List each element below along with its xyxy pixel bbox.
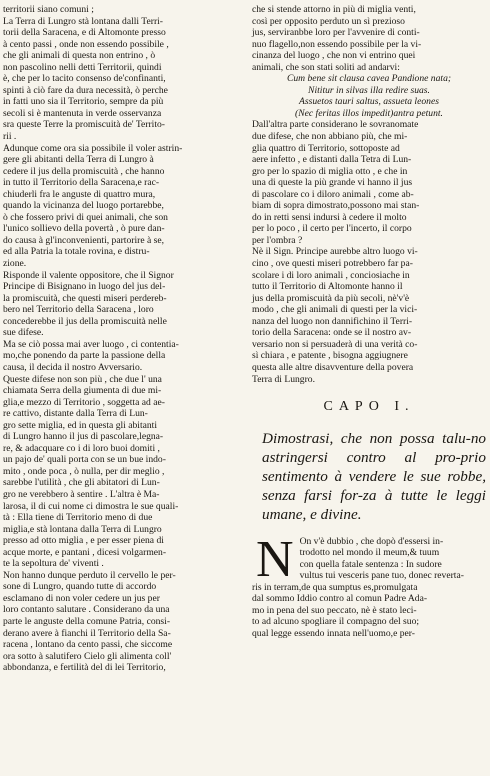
text-line: Ma se ciò possa mai aver luogo , ci contentia- — [3, 338, 179, 350]
text-line: non pascolino nelli detti Territorii, quindi — [3, 61, 162, 73]
text-line: sarebbe l'utilità , che gli abitatori di Lun- — [3, 477, 160, 489]
text-line: presso ad otto miglia , e per esser piena di — [3, 535, 164, 547]
text-line: dal sommo Iddio contro al comun Padre Ada- — [252, 593, 428, 605]
text-line: jus, serviranbbe loro per l'avvenire di conti- — [252, 27, 420, 39]
chapter-opening — [252, 530, 486, 640]
text-line: ed alla Patria la totale rovina, e distru- — [3, 246, 150, 258]
text-line: ora sotto à salutifero Cielo gli alimenta coll' — [3, 650, 172, 662]
text-line: di pascolare co i diloro animali , come ab- — [252, 188, 414, 200]
text-line: un pajo de' quali porta con se un bue indo- — [3, 454, 166, 466]
right-column-top-text — [252, 4, 486, 73]
text-line: spinti à ciò fare da dura necessità, ò perche — [3, 84, 168, 96]
text-line: parte le anguste della comune Patria, consi- — [3, 615, 171, 627]
text-line: torii della Saracena, e di Altomonte presso — [3, 27, 166, 39]
text-line: di Lungro hanno il jus di pascolare,legna- — [3, 431, 164, 443]
text-line: in tutto il Territorio della Saracena,e rac- — [3, 177, 160, 189]
text-line: per lo poco , il certo per l'incerto, il corpo — [252, 223, 412, 235]
text-line: animali, che son stati soliti ad andarvi: — [252, 61, 400, 73]
chapter-summary: Dimostrasi, che non possa talu-no astringersi contro al pro-prio sentimento à vendere le sue robbe, senza farsi for-za à tutte le leggi umane, e divine. — [262, 429, 486, 523]
left-column — [3, 4, 235, 776]
text-line: versario non si persuaderà di una verità co- — [252, 338, 418, 350]
text-line: glia,e mezzo di Territorio , soggetta ad ae- — [3, 396, 165, 408]
verse-line: Nititur in silvas illa redire suas. — [308, 84, 430, 96]
text-line: modo , che gli animali di questi per la vici- — [252, 304, 418, 316]
right-column — [252, 4, 486, 776]
text-line: una di queste la più grande vi hanno il jus — [252, 177, 413, 189]
text-line: do in retti sensi indursi à cedere il molto — [252, 211, 407, 223]
text-line: torio della Saracena: onde se il nostro av- — [252, 327, 412, 339]
text-line: ris in terram,de qua sumptus es,promulgata — [252, 581, 418, 593]
text-line: tà : Ella tiene di Territorio meno di due — [3, 512, 153, 524]
text-line: gere gli abitanti della Terra di Lungro à — [3, 154, 154, 166]
text-line: chiuderli fra le anguste di quattro mura, — [3, 188, 156, 200]
text-line: causa, il decida il nostro Avversario. — [3, 361, 143, 373]
chapter-heading: CAPO I. — [323, 399, 415, 415]
right-column-body-text — [252, 119, 486, 385]
text-line: mo,che ponendo da parte la passione della — [3, 350, 166, 362]
text-line: la promiscuità, che questi miseri perdereb- — [3, 292, 167, 304]
text-line: bero nel Territorio della Saracena , loro — [3, 304, 154, 316]
text-line: aere infetto , e distanti dalla Tetra di Lun- — [252, 154, 412, 166]
text-line: cedere il jus della promiscuità , che hanno — [3, 165, 165, 177]
text-line: rii . — [3, 131, 17, 143]
text-line: cinanza del luogo , che non vi entrino quei — [252, 50, 416, 62]
text-line: chiamata Serra della giumenta di due mi- — [3, 385, 162, 397]
text-line: nanza del luogo non dannifichino il Terri- — [252, 315, 413, 327]
text-line: biam di sopra dimostrato,possono mai stan- — [252, 200, 420, 212]
verse-line: Cum bene sit clausa cavea Pandione nata; — [286, 73, 452, 85]
text-line: concederebbe il jus della promiscuità nelle — [3, 315, 167, 327]
text-line: trodotto nel mondo il meum,& tuum — [299, 547, 440, 559]
text-line: due difese, che non abbiano più, che mi- — [252, 131, 408, 143]
text-line: Terra di Lungro. — [252, 373, 315, 385]
text-line: à cento passi , onde non essendo possibile , — [3, 38, 169, 50]
verse-line: Assuetos tauri saltus, assueta leones — [299, 96, 439, 108]
text-line: è, che per lo tacito consenso de'confinanti, — [3, 73, 166, 85]
text-line: gro per lo spazio di miglia otto , e che in — [252, 165, 408, 177]
latin-verse — [252, 73, 486, 119]
text-line: La Terra di Lungro stà lontana dalli Terri- — [3, 15, 164, 27]
text-line: do causa à gl'inconvenienti, partorire à se, — [3, 234, 165, 246]
text-line: Nè il Sign. Principe aurebbe altro luogo vi- — [252, 246, 418, 258]
text-line: re cattivo, distante dalla Terra di Lun- — [3, 408, 148, 420]
text-line: sra queste Terre la promiscuità de' Territo- — [3, 119, 165, 131]
text-line: scolare i di loro animali , conciosiache in — [252, 269, 410, 281]
text-line: per l'ombra ? — [252, 234, 303, 246]
text-line: con quella fatale sentenza : In sudore — [299, 558, 442, 570]
text-line: racena , lontano da cento passi, che siccome — [3, 639, 173, 651]
text-line: qual legge essendo innata nell'uomo,e per- — [252, 627, 415, 639]
text-line: sone di Lungro, quando tutte di accordo — [3, 581, 157, 593]
text-line: Principe di Bisignano in luogo del jus del- — [3, 281, 166, 293]
text-line: che si stende attorno in più di miglia venti, — [252, 4, 416, 15]
text-line: gro sette miglia, ed in questa gli abitanti — [3, 419, 157, 431]
text-line: ò che fossero privi di quei animali, che son — [3, 211, 168, 223]
text-line: Risponde il valente oppositore, che il Signor — [3, 269, 174, 281]
text-line: miglia,e stà lontana dalla Terra di Lungro — [3, 523, 162, 535]
drop-cap: N — [256, 530, 294, 588]
text-line: loro contanto salutare . Considerano da una — [3, 604, 170, 616]
text-line: tutto il Territorio di Altomonte hanno il — [252, 281, 403, 293]
text-line: derano avere à fianchi il Territorio della Sa- — [3, 627, 171, 639]
text-line: Dall'altra parte considerano le sovranomate — [252, 119, 419, 131]
text-line: quando la vicinanza del luogo portarebbe, — [3, 200, 164, 212]
text-line: te la sepoltura de' viventi . — [3, 558, 104, 570]
text-line: questa alle altre disavventure della povera — [252, 361, 414, 373]
text-line: jus della promiscuità da più secoli, nè'v'è — [252, 292, 410, 304]
text-line: l'unico sollievo della povertà , ò pure dan- — [3, 223, 165, 235]
text-line: Queste difese non son più , che due l' una — [3, 373, 162, 385]
text-line: che gli animali di questa non entrino , ò — [3, 50, 156, 62]
text-line: On v'è dubbio , che dopò d'essersi in- — [299, 535, 444, 547]
text-line: Adunque come ora sia possibile il voler astrin- — [3, 142, 183, 154]
text-line: cino , ove questi miseri potrebbero far pa- — [252, 258, 413, 270]
text-line: glia quattro di Territorio, sottoposte ad — [252, 142, 400, 154]
text-line: zione. — [3, 258, 27, 270]
text-line: sue difese. — [3, 327, 44, 339]
text-line: in fatti uno sia il Territorio, sempre da più — [3, 96, 164, 108]
text-line: esclamano di non voler cedere un jus per — [3, 592, 160, 604]
text-line: mo in pena del suo peccato, nè è stato leci- — [252, 604, 417, 616]
text-line: così per opposito perduto un sì prezioso — [252, 15, 405, 27]
text-line: mito , onde poca , ò nulla, per dir meglio , — [3, 465, 165, 477]
text-line: vultus tui vesceris pane tuo, donec reverta- — [299, 570, 464, 582]
text-line: territorii siano comuni ; — [3, 4, 94, 15]
text-line: larosa, il di cui nome ci dimostra le sue quali- — [3, 500, 179, 512]
text-line: nuo flagello,non essendo possibile per la vi- — [252, 38, 422, 50]
text-line: gro ne verebbero à sentire . L'altra è Ma- — [3, 488, 160, 500]
text-line: Non hanno dunque perduto il cervello le per- — [3, 569, 176, 581]
text-line: re, & adacquare co i di loro buoi domiti , — [3, 442, 160, 454]
text-line: sì chiara , e patente , bisogna aggiugnere — [252, 350, 408, 362]
text-line: secoli si è mantenuta in verde osservanza — [3, 107, 162, 119]
text-line: abbondanza, e fertilità del di lei Territorio, — [3, 662, 166, 674]
text-line: to ad alcuno spogliare il compagno del suo; — [252, 616, 420, 628]
text-line: acque morte, e pantani , dicesi volgarmen- — [3, 546, 167, 558]
verse-line: (Nec feritas illos impedit)antra petunt. — [295, 107, 443, 119]
